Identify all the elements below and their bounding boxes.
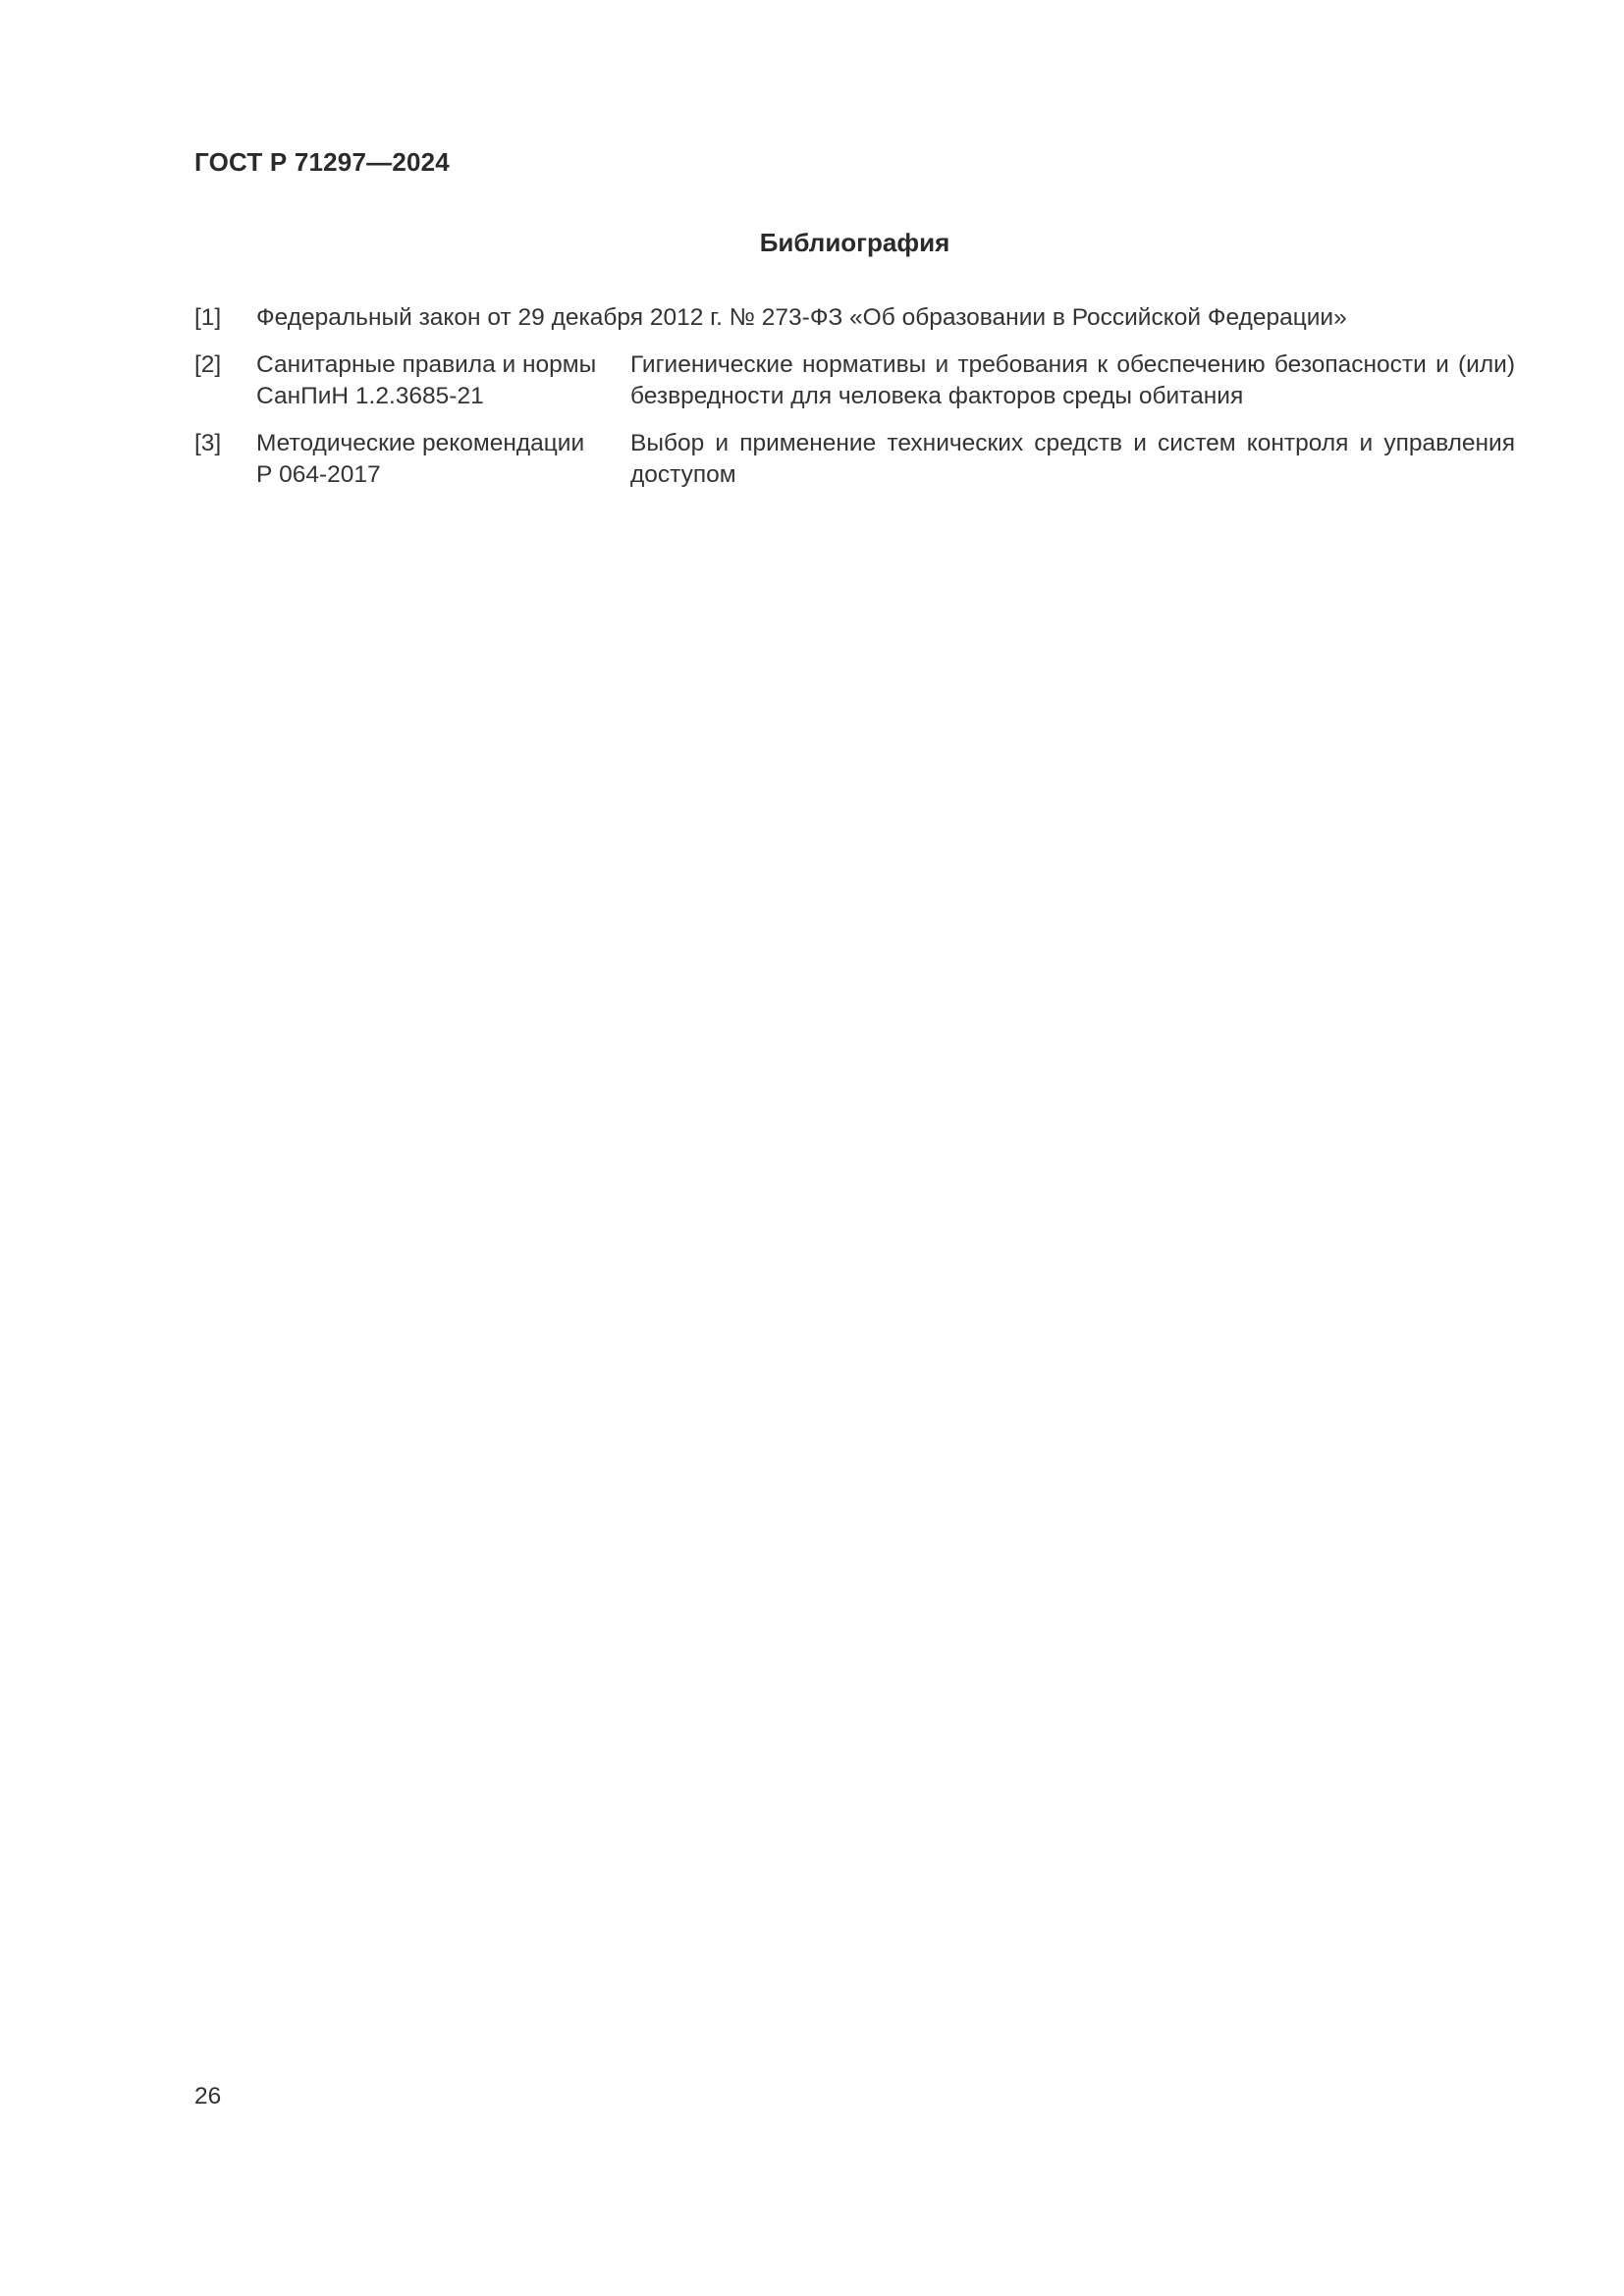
page-number: 26 (194, 2083, 222, 2109)
entry-number: [1] (194, 304, 222, 331)
entry-document (256, 428, 630, 491)
entry-doc-code: Р 064-2017 (256, 461, 381, 488)
entry-document (256, 349, 630, 412)
standard-code: ГОСТ Р 71297—2024 (194, 147, 450, 177)
entry-title: Гигиенические нормативы и требования к обеспечению безопасности и (или) безвредности для человека факторов среды обитания (630, 351, 1515, 409)
entry-number: [3] (194, 430, 222, 456)
entry-doc-code: СанПиН 1.2.3685-21 (256, 383, 484, 409)
entry-number: [2] (194, 351, 222, 378)
entry-doc-type: Санитарные правила и нормы (256, 351, 597, 378)
section-title: Библиография (759, 228, 950, 257)
bibliography-entry (194, 349, 1515, 412)
entry-title: Выбор и применение технических средств и систем контроля и управления доступом (630, 430, 1515, 488)
bibliography-entry (194, 428, 1515, 491)
bibliography-list (194, 302, 1515, 491)
entry-text: Федеральный закон от 29 декабря 2012 г. № 273-ФЗ «Об образовании в Российской Федерации» (256, 304, 1347, 331)
bibliography-entry (194, 302, 1515, 334)
entry-doc-type: Методические рекомендации (256, 430, 585, 456)
